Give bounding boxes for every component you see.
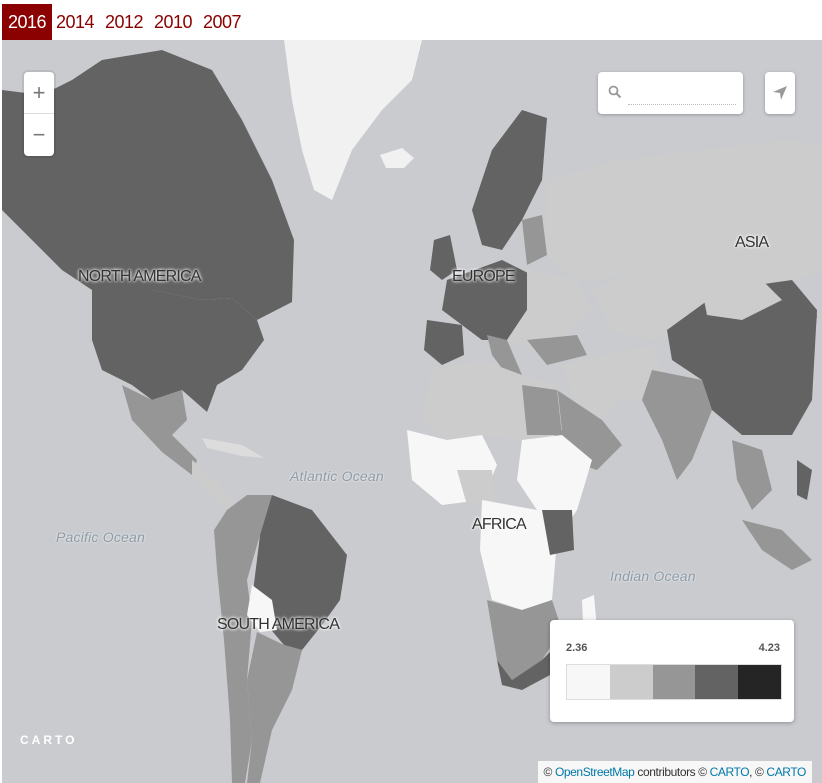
zoom-in-button[interactable]: + xyxy=(24,72,54,114)
map-attribution xyxy=(538,761,812,783)
legend-swatch-5 xyxy=(738,665,781,699)
legend-max-value: 4.23 xyxy=(758,642,780,654)
label-asia: ASIA xyxy=(735,234,769,251)
carto-logo[interactable]: CARTO xyxy=(20,733,78,747)
label-indian-ocean: Indian Ocean xyxy=(610,568,696,584)
iberia-shape[interactable] xyxy=(424,320,464,365)
mexico-shape[interactable] xyxy=(122,385,197,475)
india-shape[interactable] xyxy=(642,370,712,480)
carto-link-1[interactable]: CARTO xyxy=(709,765,750,779)
search-icon xyxy=(608,85,622,99)
legend-swatch-3 xyxy=(653,665,696,699)
location-arrow-icon xyxy=(772,85,788,101)
attribution-separator: , © xyxy=(749,765,767,779)
choropleth-map[interactable] xyxy=(2,40,822,783)
label-pacific-ocean: Pacific Ocean xyxy=(56,529,145,545)
label-south-america: SOUTH AMERICA xyxy=(217,616,340,633)
turkey-shape[interactable] xyxy=(527,335,587,365)
argentina-shape[interactable] xyxy=(247,632,302,783)
attribution-prefix: © xyxy=(543,765,555,779)
egypt-shape[interactable] xyxy=(522,385,562,435)
search-input[interactable] xyxy=(628,82,736,105)
legend-swatch-4 xyxy=(695,665,738,699)
caribbean-shape[interactable] xyxy=(202,438,264,458)
locate-button[interactable] xyxy=(765,72,795,114)
osm-link[interactable]: OpenStreetMap xyxy=(554,765,635,779)
legend-swatch-1 xyxy=(567,665,610,699)
label-north-america: NORTH AMERICA xyxy=(78,268,201,285)
tab-2016[interactable]: 2016 xyxy=(2,4,52,40)
label-africa: AFRICA xyxy=(472,516,526,533)
philippines-shape[interactable] xyxy=(797,460,812,500)
year-tabs xyxy=(0,0,822,40)
search-box xyxy=(598,72,743,114)
tab-2010[interactable]: 2010 xyxy=(154,12,193,32)
legend-color-scale xyxy=(566,664,782,700)
tab-2007[interactable]: 2007 xyxy=(203,12,242,32)
map-legend xyxy=(550,620,794,722)
legend-swatch-2 xyxy=(610,665,653,699)
tab-2014[interactable]: 2014 xyxy=(56,12,95,32)
southeast-asia-shape[interactable] xyxy=(732,440,772,510)
label-europe: EUROPE xyxy=(452,268,515,285)
iceland-shape xyxy=(380,148,414,168)
zoom-out-button[interactable]: − xyxy=(32,122,46,147)
attribution-middle: contributors © xyxy=(634,765,710,779)
zoom-control xyxy=(24,72,54,156)
indonesia-shape[interactable] xyxy=(742,520,812,570)
carto-link-2[interactable]: CARTO xyxy=(766,765,806,779)
label-atlantic-ocean: Atlantic Ocean xyxy=(290,468,384,484)
tab-2012[interactable]: 2012 xyxy=(105,12,144,32)
greenland-shape xyxy=(284,40,422,200)
russia-shape[interactable] xyxy=(547,140,822,290)
legend-min-value: 2.36 xyxy=(566,642,588,654)
central-america-shape[interactable] xyxy=(192,460,234,510)
baltics-shape[interactable] xyxy=(522,215,547,265)
